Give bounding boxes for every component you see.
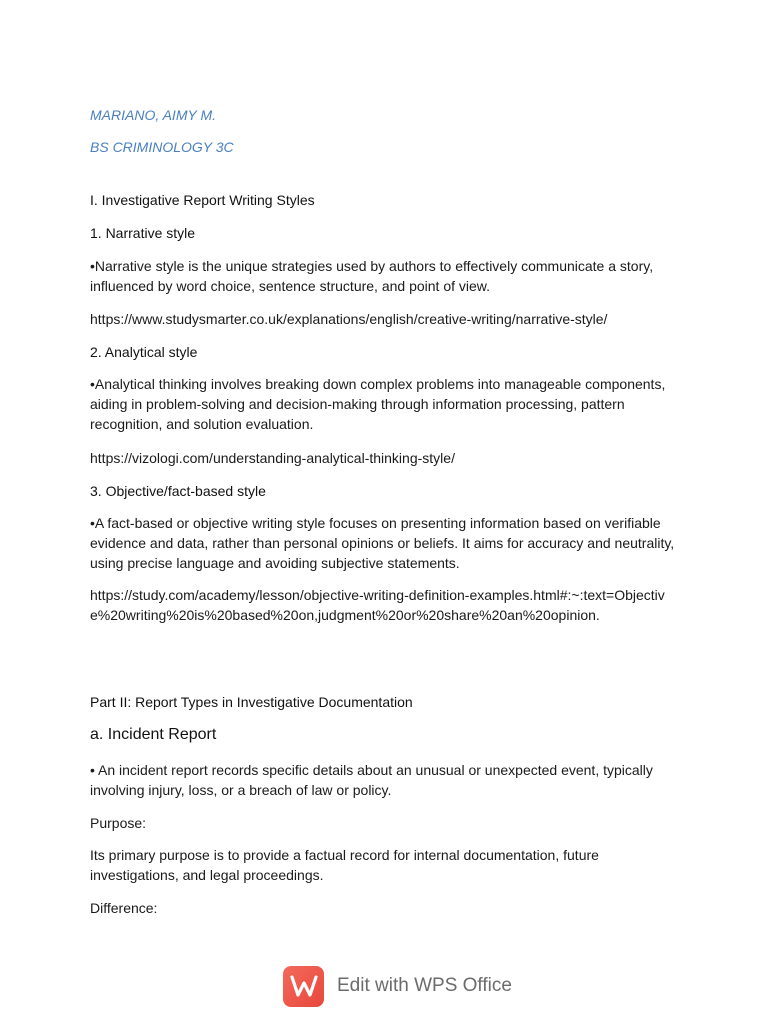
difference-label: Difference: [90,900,158,916]
section-heading: 1. Narrative style [90,225,196,241]
section-link[interactable]: https://vizologi.com/understanding-analytical-thinking-style/ [90,450,455,466]
part2-subheading: a. Incident Report [90,726,217,743]
part2-title: Part II: Report Types in Investigative Documentation [90,694,413,710]
section-body: •Analytical thinking involves breaking down complex problems into manageable components, aiding in problem-solving and decision-making through information processing, pattern recognition, and solution evaluation. [90,376,666,432]
section-link[interactable]: https://www.studysmarter.co.uk/explanations/english/creative-writing/narrative-style/ [90,311,608,327]
wps-edit-banner[interactable] [283,964,512,1008]
section-heading: 3. Objective/fact-based style [90,483,266,499]
author-course: BS CRIMINOLOGY 3C [90,139,234,155]
section-body: •A fact-based or objective writing style focuses on presenting information based on verifiable evidence and data, rather than personal opinions or beliefs. It aims for accuracy and neutrality, using precise language and avoiding subjective statements. [90,515,675,571]
section-link[interactable]: https://study.com/academy/lesson/objective-writing-definition-examples.html#:~:text=Objective%20writing%20is%20based%20on,judgment%20or%20share%20an%20opinion. [90,587,665,623]
section-heading: 2. Analytical style [90,344,198,360]
purpose-body: Its primary purpose is to provide a factual record for internal documentation, future investigations, and legal proceedings. [90,847,599,883]
purpose-label: Purpose: [90,815,147,831]
section-body: •Narrative style is the unique strategies used by authors to effectively communicate a story, influenced by word choice, sentence structure, and point of view. [90,258,654,294]
part1-title: I. Investigative Report Writing Styles [90,192,315,208]
part2-body: • An incident report records specific details about an unusual or unexpected event, typically involving injury, loss, or a breach of law or policy. [90,762,653,798]
author-name: MARIANO, AIMY M. [90,107,217,123]
wps-office-logo-icon [283,966,324,1007]
wps-edit-label[interactable]: Edit with WPS Office [337,975,512,996]
